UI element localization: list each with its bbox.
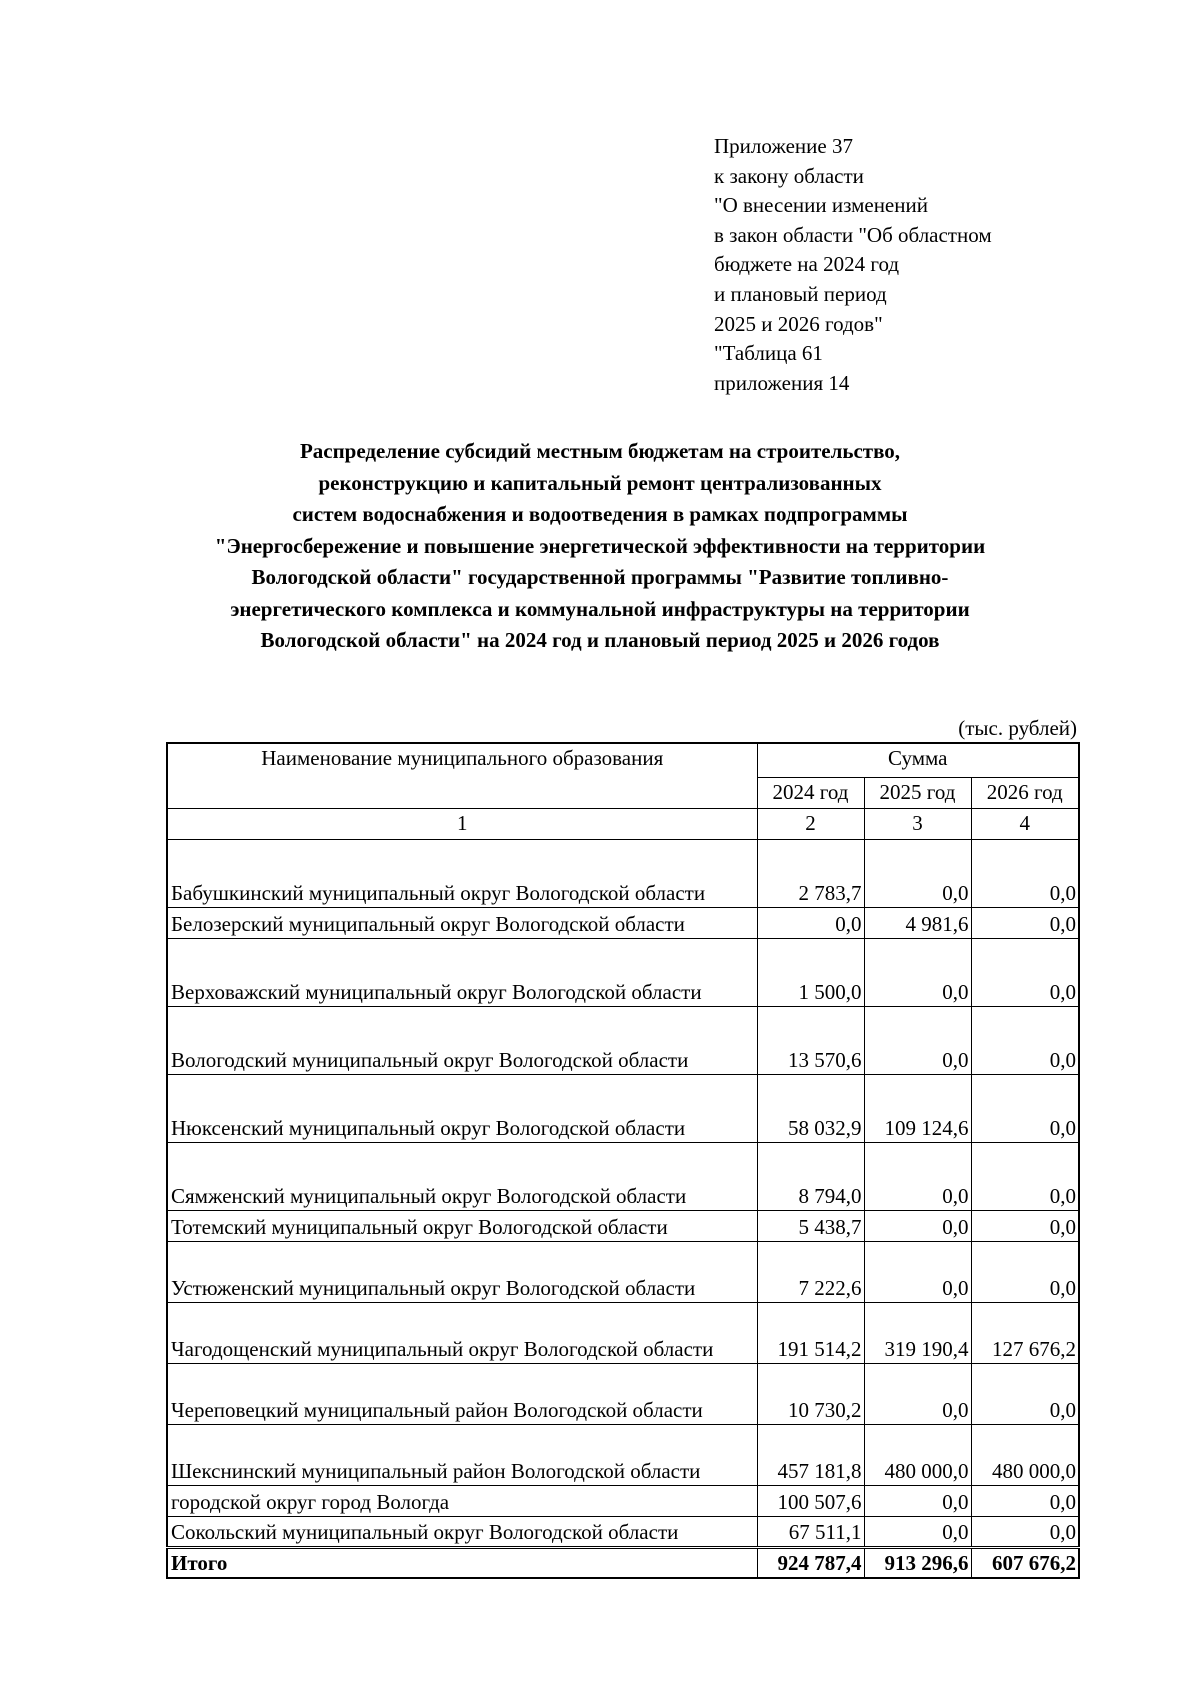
header-year-2025: 2025 год [864,777,971,808]
value-2026: 127 676,2 [971,1302,1079,1363]
column-number: 1 [167,808,757,839]
appendix-line: Приложение 37 [714,134,853,158]
appendix-line: "Таблица 61 [714,341,823,366]
value-2024: 100 507,6 [757,1485,864,1516]
title-line: Распределение субсидий местным бюджетам на строительство, [299,439,901,463]
value-2026: 0,0 [971,1485,1079,1516]
appendix-line: и плановый период [714,281,887,306]
value-2025: 0,0 [864,1516,971,1547]
value-2025: 0,0 [864,1006,971,1074]
value-2025: 319 190,4 [864,1302,971,1363]
value-2025: 0,0 [864,1485,971,1516]
total-2024: 924 787,4 [757,1547,864,1578]
appendix-line: "О внесении изменений [714,193,928,218]
column-number: 3 [864,808,971,839]
table-row [167,1142,1079,1210]
municipality-name: Череповецкий муниципальный район Вологодской области [167,1363,757,1424]
value-2026: 0,0 [971,1074,1079,1142]
appendix-line: в закон области "Об областном [714,222,992,247]
value-2024: 0,0 [757,907,864,938]
column-number: 2 [757,808,864,839]
value-2024: 2 783,7 [757,839,864,907]
title-line: Вологодской области" государственной программы "Развитие топливно- [251,565,949,589]
total-2025: 913 296,6 [864,1547,971,1578]
municipality-name: Устюженский муниципальный округ Вологодской области [167,1241,757,1302]
value-2026: 0,0 [971,839,1079,907]
value-2026: 0,0 [971,1516,1079,1547]
value-2025: 480 000,0 [864,1424,971,1485]
value-2024: 8 794,0 [757,1142,864,1210]
municipality-name: Тотемский муниципальный округ Вологодской области [167,1210,757,1241]
municipality-name: Сямженский муниципальный округ Вологодской области [167,1142,757,1210]
table-row [167,938,1079,1006]
table-row [167,1074,1079,1142]
value-2024: 5 438,7 [757,1210,864,1241]
value-2024: 7 222,6 [757,1241,864,1302]
value-2026: 0,0 [971,1241,1079,1302]
municipality-name: Шекснинский муниципальный район Вологодской области [167,1424,757,1485]
value-2026: 0,0 [971,1363,1079,1424]
header-name: Наименование муниципального образования [167,743,757,808]
value-2024: 457 181,8 [757,1424,864,1485]
table-row [167,1516,1079,1547]
column-number: 4 [971,808,1079,839]
value-2025: 0,0 [864,1210,971,1241]
municipality-name: Белозерский муниципальный округ Вологодской области [167,907,757,938]
value-2024: 58 032,9 [757,1074,864,1142]
municipality-name: Вологодский муниципальный округ Вологодской области [167,1006,757,1074]
document-title [150,436,1050,657]
header-year-2026: 2026 год [971,777,1079,808]
value-2025: 109 124,6 [864,1074,971,1142]
title-line: энергетического комплекса и коммунальной инфраструктуры на территории [230,596,970,621]
value-2024: 13 570,6 [757,1006,864,1074]
units-label: (тыс. рублей) [958,716,1077,740]
value-2026: 0,0 [971,1142,1079,1210]
value-2025: 4 981,6 [864,907,971,938]
table-row [167,839,1079,907]
appendix-line: 2025 и 2026 годов" [714,311,883,336]
title-line: "Энергосбережение и повышение энергетической эффективности на территории [214,533,986,558]
table-row [167,1241,1079,1302]
value-2026: 0,0 [971,1006,1079,1074]
value-2026: 0,0 [971,907,1079,938]
appendix-line: приложения 14 [714,370,850,395]
value-2025: 0,0 [864,1241,971,1302]
municipality-name: Бабушкинский муниципальный округ Вологодской области [167,839,757,907]
total-2026: 607 676,2 [971,1547,1079,1578]
table-row [167,907,1079,938]
municipality-name: Верховажский муниципальный округ Вологодской области [167,938,757,1006]
value-2026: 0,0 [971,938,1079,1006]
municipality-name: Сокольский муниципальный округ Вологодской области [167,1516,757,1547]
header-year-2024: 2024 год [757,777,864,808]
subsidy-table [166,742,1080,1579]
value-2026: 480 000,0 [971,1424,1079,1485]
table-row [167,1363,1079,1424]
value-2024: 191 514,2 [757,1302,864,1363]
table-row [167,1210,1079,1241]
value-2024: 10 730,2 [757,1363,864,1424]
table-row [167,1302,1079,1363]
municipality-name: Нюксенский муниципальный округ Вологодской области [167,1074,757,1142]
value-2025: 0,0 [864,1142,971,1210]
appendix-line: бюджете на 2024 год [714,252,900,277]
value-2024: 67 511,1 [757,1516,864,1547]
table-row [167,1485,1079,1516]
title-line: систем водоснабжения и водоотведения в рамках подпрограммы [292,502,908,526]
value-2025: 0,0 [864,839,971,907]
value-2025: 0,0 [864,1363,971,1424]
appendix-line: к закону области [714,163,864,188]
value-2024: 1 500,0 [757,938,864,1006]
title-line: Вологодской области" на 2024 год и плановый период 2025 и 2026 годов [260,628,940,652]
table-row [167,1424,1079,1485]
appendix-reference [714,132,992,398]
municipality-name: городской округ город Вологда [167,1485,757,1516]
value-2025: 0,0 [864,938,971,1006]
table-row [167,1006,1079,1074]
title-line: реконструкцию и капитальный ремонт централизованных [318,470,882,495]
municipality-name: Чагодощенский муниципальный округ Вологодской области [167,1302,757,1363]
header-sum: Сумма [757,743,1079,777]
value-2026: 0,0 [971,1210,1079,1241]
total-label: Итого [167,1547,757,1578]
total-row [167,1547,1079,1578]
